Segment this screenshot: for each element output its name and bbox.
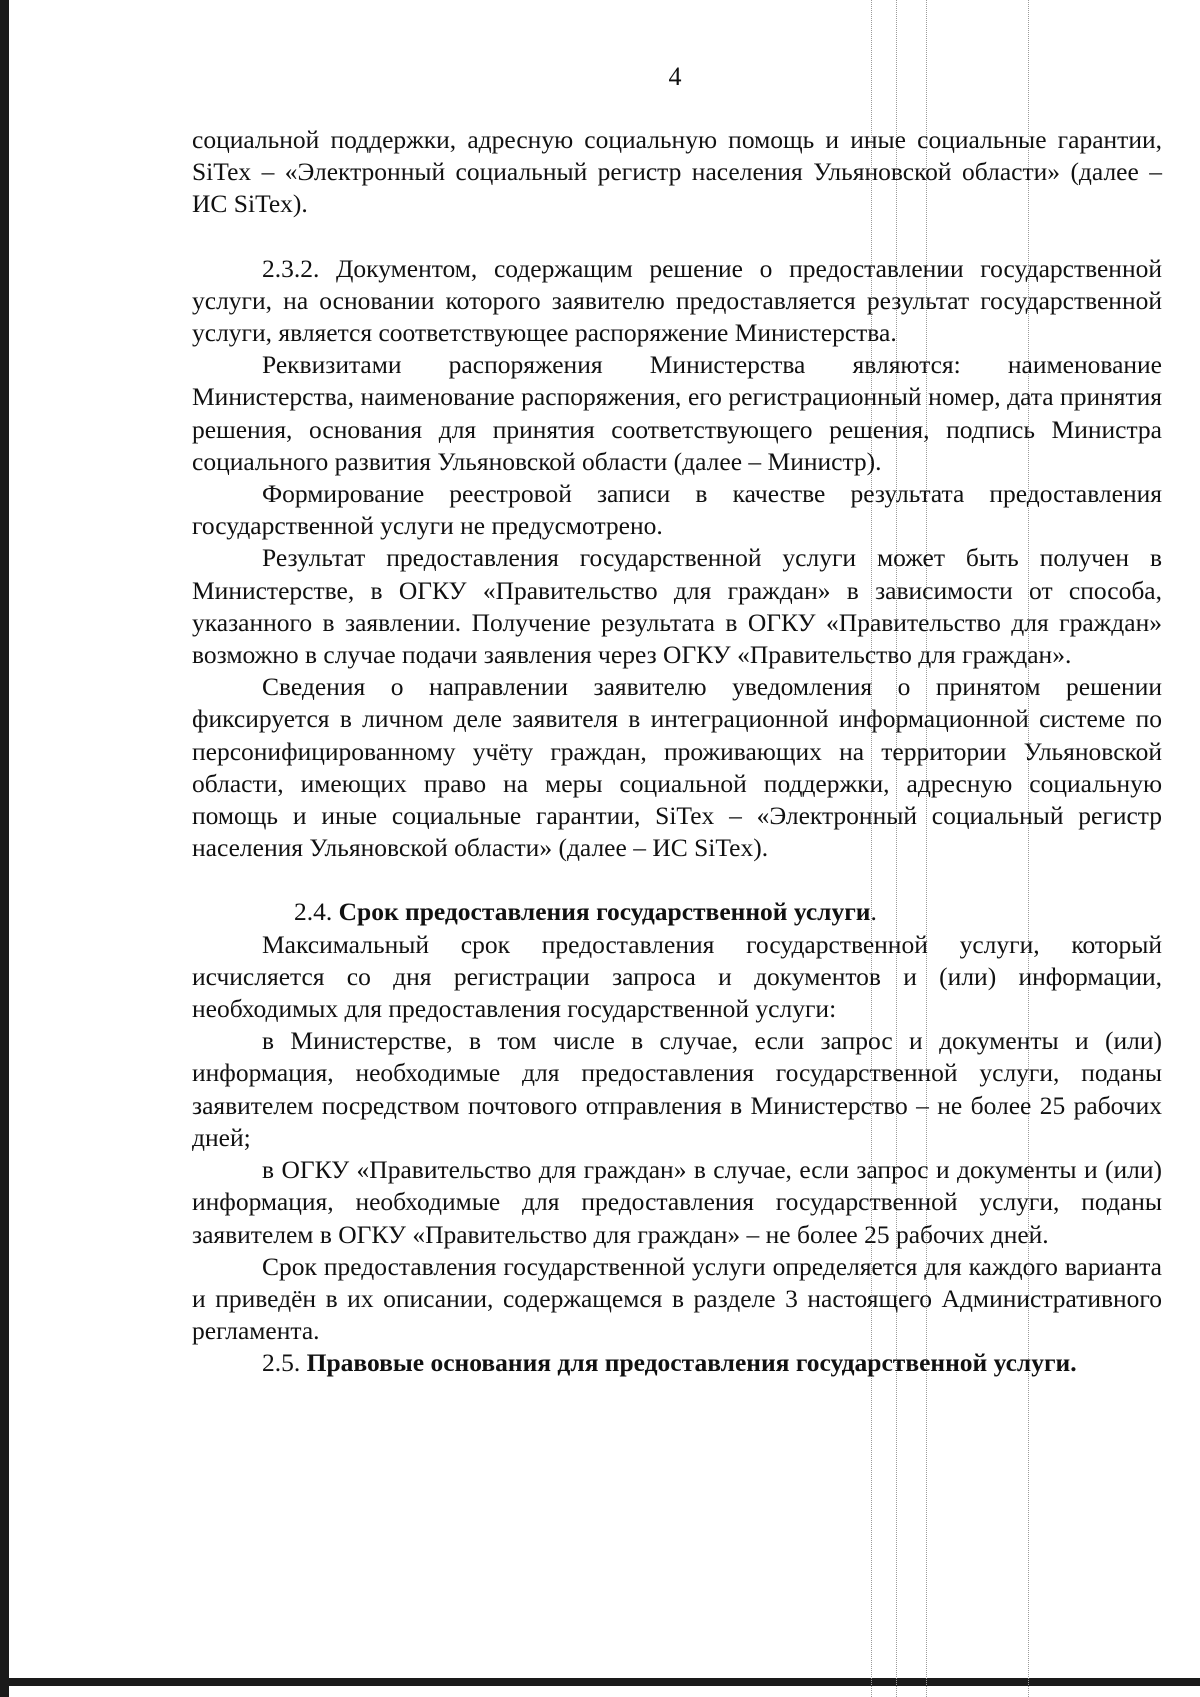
paragraph: социальной поддержки, адресную социальную помощь и иные социальные гарантии, SiTex – «Электронный социальный регистр населения Ульяновской области» (далее – ИС SiTex). xyxy=(192,125,1162,219)
heading-title: Срок предоставления государственной услуги xyxy=(338,897,871,927)
paragraph: в ОГКУ «Правительство для граждан» в случае, если запрос и документы и (или) информация, необходимые для предоставления государственной услуги, поданы заявителем в ОГКУ «Правительство для граждан» – не более 25 рабочих дней. xyxy=(192,1155,1162,1249)
section-heading-2-5 xyxy=(192,1347,1162,1379)
heading-end: . xyxy=(870,897,877,927)
paragraph: Реквизитами распоряжения Министерства являются: наименование Министерства, наименование распоряжения, его регистрационный номер, дата принятия решения, основания для принятия соответствующего решения, подпись Министра социального развития Ульяновской области (далее – Министр). xyxy=(192,350,1162,476)
paragraph: Результат предоставления государственной услуги может быть получен в Министерстве, в ОГКУ «Правительство для граждан» в зависимости от способа, указанного в заявлении. Получение результата в ОГКУ «Правительство для граждан» возможно в случае подачи заявления через ОГКУ «Правительство для граждан». xyxy=(192,543,1162,670)
heading-number: 2.5. xyxy=(262,1348,307,1378)
paragraph: Срок предоставления государственной услуги определяется для каждого варианта и приведён в их описании, содержащемся в разделе 3 настоящего Административного регламента. xyxy=(192,1251,1162,1346)
paragraph: Формирование реестровой записи в качестве результата предоставления государственной услуги не предусмотрено. xyxy=(192,479,1162,541)
paragraph: Сведения о направлении заявителю уведомления о принятом решении фиксируется в личном деле заявителя в интеграционной информационной системе по персонифицированному учёту граждан, проживающих на территории Ульяновской области, имеющих право на меры социальной поддержки, адресную социальную помощь и иные социальные гарантии, SiTex – «Электронный социальный регистр населения Ульяновской области» (далее – ИС SiTex). xyxy=(192,672,1162,863)
document-body xyxy=(192,124,1162,1380)
scan-border-bottom xyxy=(0,1678,1200,1686)
page-number: 4 xyxy=(668,62,682,91)
section-heading-2-4 xyxy=(192,896,1162,928)
heading-title: Правовые основания для предоставления государственной услуги. xyxy=(306,1348,1077,1378)
paragraph: в Министерстве, в том числе в случае, если запрос и документы и (или) информация, необходимые для предоставления государственной услуги, поданы заявителем посредством почтового отправления в Министерство – не более 25 рабочих дней; xyxy=(192,1026,1162,1152)
scan-border-left xyxy=(0,0,9,1697)
paragraph: 2.3.2. Документом, содержащим решение о предоставлении государственной услуги, на основании которого заявителю предоставляется результат государственной услуги, является соответствующее распоряжение Министерства. xyxy=(192,253,1162,348)
paragraph: Максимальный срок предоставления государственной услуги, который исчисляется со дня регистрации запроса и документов и (или) информации, необходимых для предоставления государственной услуги: xyxy=(192,929,1162,1024)
heading-number: 2.4. xyxy=(294,897,339,927)
